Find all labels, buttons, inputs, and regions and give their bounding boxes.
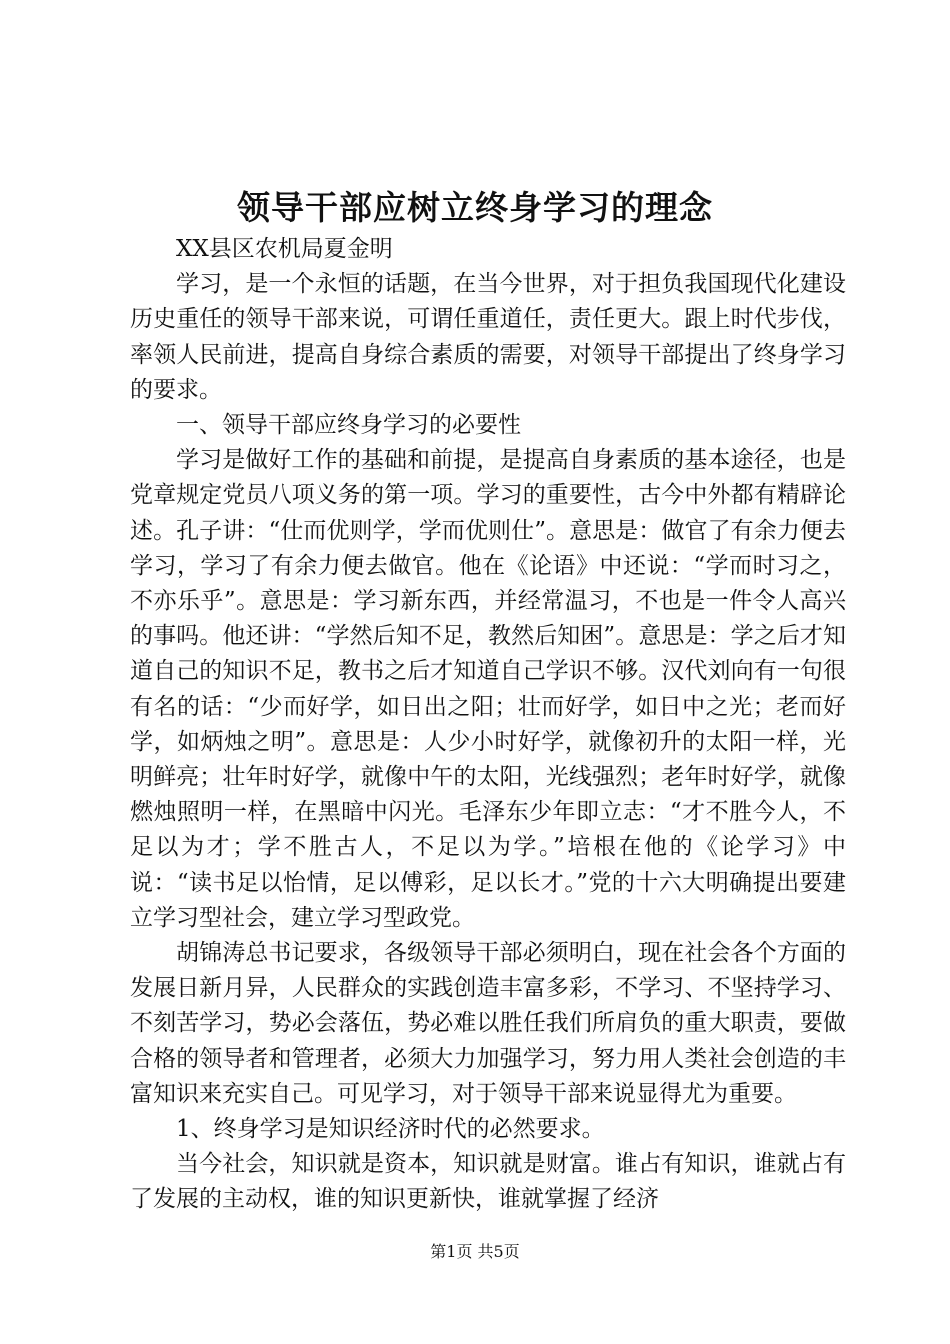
- paragraph: 学习是做好工作的基础和前提，是提高自身素质的基本途径，也是党章规定党员八项义务的第一项。学习的重要性，古今中外都有精辟论述。孔子讲：“仕而优则学，学而优则仕”。意思是：做官了有余力便去学习，学习了有余力便去做官。他在《论语》中还说：“学而时习之，不亦乐乎”。意思是：学习新东西，并经常温习，不也是一件令人高兴的事吗。他还讲：“学然后知不足，教然后知困”。意思是：学之后才知道自己的知识不足，教书之后才知道自己学识不够。汉代刘向有一句很有名的话：“少而好学，如日出之阳；壮而好学，如日中之光；老而好学，如炳烛之明”。意思是：人少小时好学，就像初升的太阳一样，光明鲜亮；壮年时好学，就像中午的太阳，光线强烈；老年时好学，就像燃烛照明一样，在黑暗中闪光。毛泽东少年即立志：“才不胜今人，不足以为才；学不胜古人，不足以为学。”培根在他的《论学习》中说：“读书足以怡情，足以傅彩，足以长才。”党的十六大明确提出要建立学习型社会，建立学习型政党。: [130, 447, 846, 931]
- paragraph-intro: 学习，是一个永恒的话题，在当今世界，对于担负我国现代化建设历史重任的领导干部来说，可谓任重道任，责任更大。跟上时代步伐，率领人民前进，提高自身综合素质的需要，对领导干部提出了终身学习的要求。: [130, 271, 846, 403]
- page-footer: 第1页 共5页: [430, 1242, 520, 1261]
- subsection-heading: 1、终身学习是知识经济时代的必然要求。: [176, 1116, 605, 1143]
- section-heading: 一、领导干部应终身学习的必要性: [176, 412, 521, 439]
- author-line: XX县区农机局夏金明: [176, 236, 393, 262]
- paragraph: 胡锦涛总书记要求，各级领导干部必须明白，现在社会各个方面的发展日新月异，人民群众的实践创造丰富多彩，不学习、不坚持学习、不刻苦学习，势必会落伍，势必难以胜任我们所肩负的重大职责，要做合格的领导者和管理者，必须大力加强学习，努力用人类社会创造的丰富知识来充实自己。可见学习，对于领导干部来说显得尤为重要。: [130, 940, 846, 1107]
- document-body: [130, 232, 846, 1218]
- document-title: 领导干部应树立终身学习的理念: [237, 188, 713, 227]
- paragraph: 当今社会，知识就是资本，知识就是财富。谁占有知识，谁就占有了发展的主动权，谁的知识更新快，谁就掌握了经济: [130, 1151, 846, 1213]
